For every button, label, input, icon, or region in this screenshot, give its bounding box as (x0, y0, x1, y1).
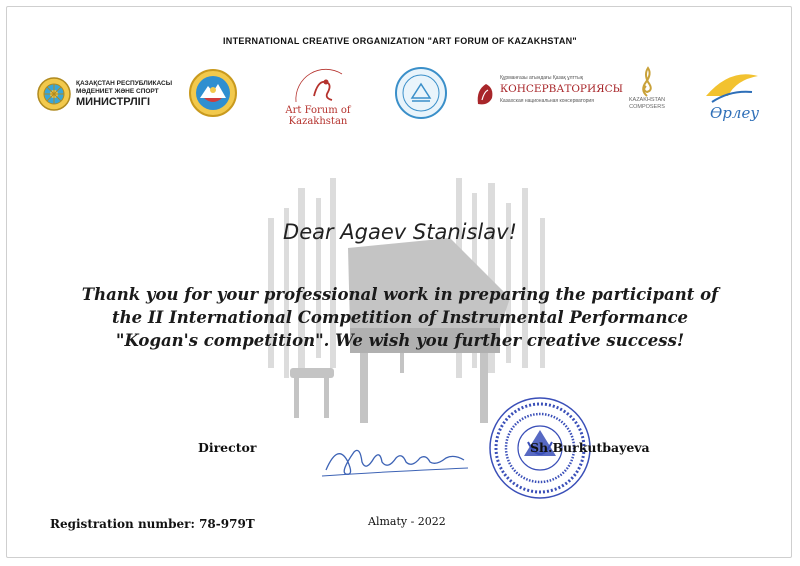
almaty-emblem-logo (188, 68, 238, 118)
ministry-logo (36, 74, 176, 114)
partner-logos-row (0, 62, 800, 127)
blue-circle-emblem-icon (394, 66, 448, 120)
conservatory-line3: Казахская национальная консерватория (500, 98, 594, 104)
treble-clef-icon (622, 66, 672, 98)
organization-title: INTERNATIONAL CREATIVE ORGANIZATION "ART FORUM OF KAZAKHSTAN" (223, 36, 577, 46)
composers-line2: COMPOSERS (629, 104, 665, 110)
conservatory-line2: КОНСЕРВАТОРИЯСЫ (500, 83, 624, 95)
signatory-name: Sh.Burkutbayeva (530, 440, 650, 455)
conservatory-line1: Құрманғазы атындағы Қазақ ұлттық (500, 75, 583, 81)
ministry-line3: МИНИСТРЛІГІ (76, 96, 151, 108)
greeting: Dear Agaev Stanislav! (283, 220, 517, 244)
art-forum-logo (256, 66, 380, 127)
registration-number: Registration number: 78-979T (50, 517, 255, 531)
orleu-name: Өрлеу (710, 104, 760, 122)
place-and-date: Almaty - 2022 (368, 515, 446, 528)
conservatory-emblem-icon (474, 80, 496, 108)
director-label: Director (198, 440, 257, 455)
round-blue-emblem-logo (394, 66, 448, 120)
orleu-bird-icon (700, 66, 764, 122)
ministry-line1: ҚАЗАҚСТАН РЕСПУБЛИКАСЫ (76, 80, 173, 87)
composers-line1: KAZAKHSTAN (628, 97, 666, 103)
composers-logo (622, 66, 672, 122)
conservatory-logo (474, 75, 624, 116)
appreciation-message: Thank you for your professional work in preparing the participant of the II International Competition of Instrumental Performance "Kogan's competition". We wish you further creative success! (81, 285, 719, 350)
art-forum-name: Art Forum of Kazakhstan (285, 105, 351, 127)
ministry-line2: МӘДЕНИЕТ ЖӘНЕ СПОРТ (76, 88, 159, 95)
almaty-emblem-icon (188, 68, 238, 118)
handwritten-signature (318, 432, 478, 482)
art-forum-emblem-icon (256, 66, 380, 106)
orleu-logo (700, 66, 764, 122)
kazakhstan-emblem-icon (36, 76, 72, 112)
